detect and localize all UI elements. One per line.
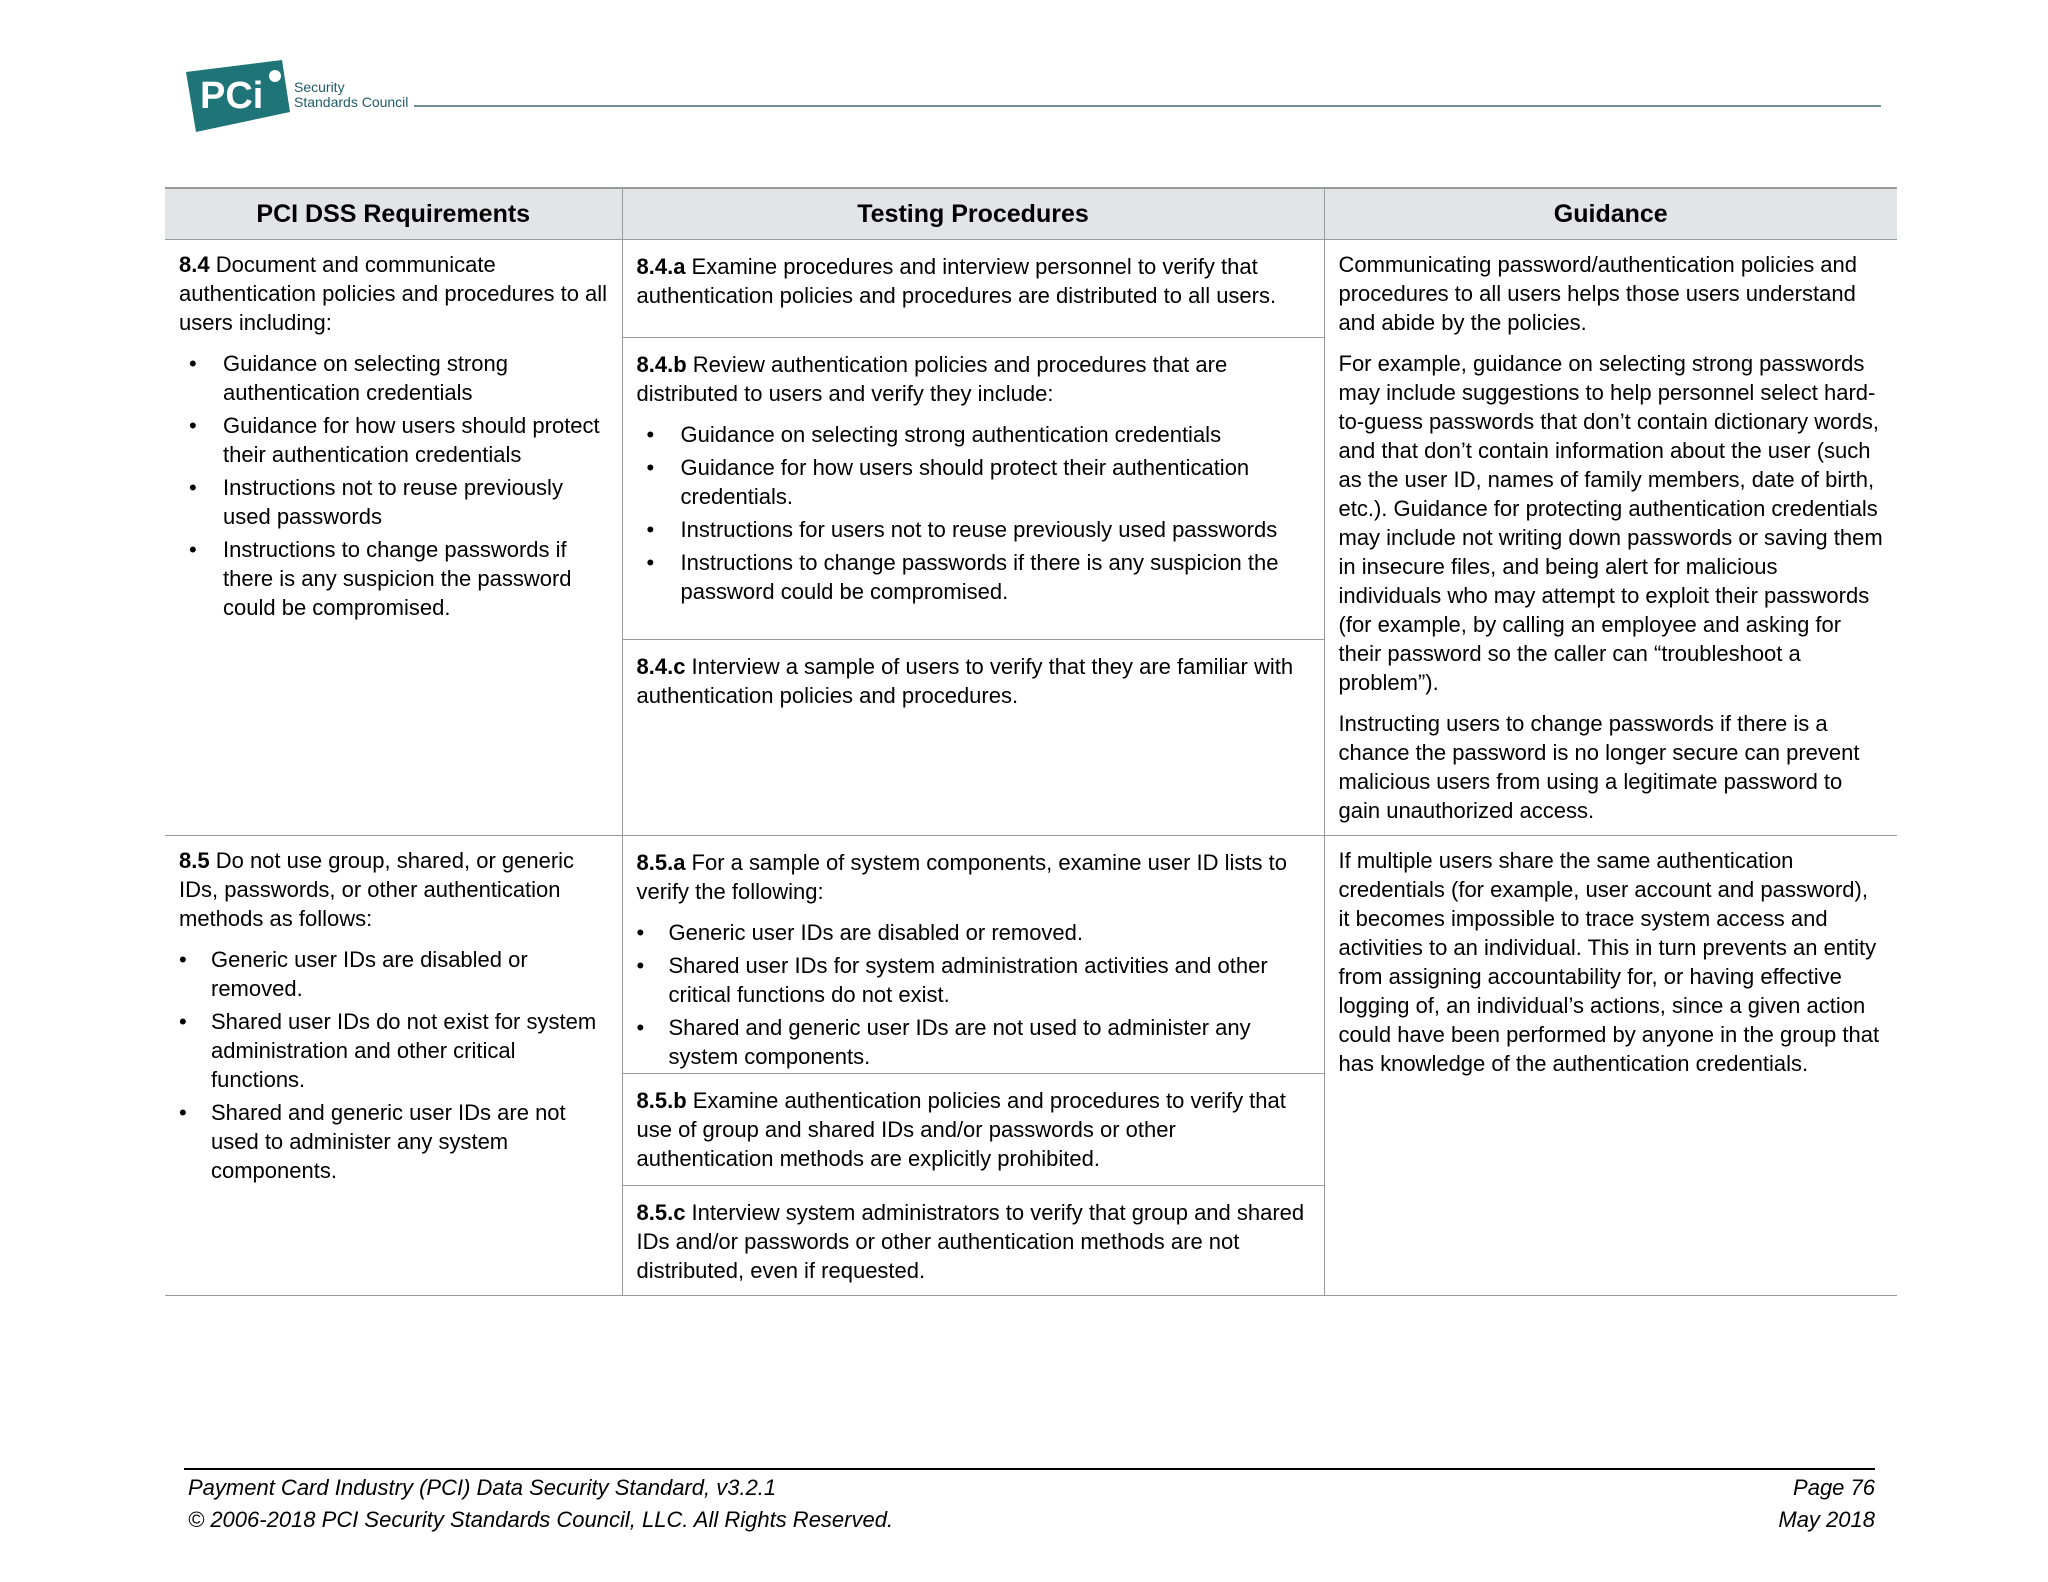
list-item: • Instructions to change passwords if there is any suspicion the password could be compromised. (637, 548, 1310, 606)
testing-cell (622, 836, 1324, 1296)
list-item: • Guidance for how users should protect their authentication credentials. (637, 453, 1310, 511)
procedure-text: For a sample of system components, examine user ID lists to verify the following: (636, 850, 1287, 904)
requirement-cell (165, 836, 622, 1296)
svg-text:PCi: PCi (200, 75, 264, 117)
procedure-id: 8.4.a (636, 254, 686, 279)
guidance-cell (1324, 836, 1897, 1296)
brand-name (294, 80, 408, 110)
list-item: • Shared user IDs for system administration activities and other critical functions do not exist. (637, 951, 1310, 1009)
footer-date: May 2018 (1778, 1507, 1875, 1532)
guidance-paragraph: If multiple users share the same authentication credentials (for example, user account and password), it becomes impossible to trace system access and activities to an individual. This in turn prevents an entity from assigning accountability for, or having effective logging of, an individual’s actions, since a given action could have been performed by anyone in the group that has knowledge of the authentication credentials. (1338, 848, 1880, 1076)
requirement-bullets (179, 945, 608, 1185)
list-item: • Shared user IDs do not exist for system administration and other critical functions. (179, 1007, 608, 1094)
procedure-bullets (637, 918, 1310, 1071)
procedure-text: Examine authentication policies and procedures to verify that use of group and shared IDs and/or passwords or other authentication methods are explicitly prohibited. (636, 1088, 1286, 1171)
page-footer (188, 1472, 1875, 1536)
requirement-id: 8.4 (179, 252, 210, 277)
procedure-text: Review authentication policies and procedures that are distributed to users and verify they include: (636, 352, 1228, 406)
footer-copyright: © 2006-2018 PCI Security Standards Council, LLC. All Rights Reserved. (188, 1507, 894, 1532)
list-item: • Shared and generic user IDs are not used to administer any system components. (637, 1013, 1310, 1071)
list-item: • Instructions for users not to reuse previously used passwords (637, 515, 1310, 544)
footer-rule (184, 1468, 1875, 1470)
list-item: • Guidance on selecting strong authentication credentials (179, 349, 608, 407)
list-item: • Generic user IDs are disabled or removed. (637, 918, 1310, 947)
testing-procedure (623, 337, 1324, 639)
testing-procedure (623, 240, 1324, 337)
requirement-text (179, 846, 608, 933)
procedure-id: 8.5.a (636, 850, 686, 875)
column-header-guidance: Guidance (1324, 188, 1897, 240)
testing-cell (622, 240, 1324, 836)
requirement-cell (165, 240, 622, 836)
procedure-id: 8.5.c (636, 1200, 686, 1225)
requirement-bullets (179, 349, 608, 622)
procedure-id: 8.5.b (636, 1088, 687, 1113)
requirement-body: Do not use group, shared, or generic IDs, passwords, or other authentication methods as follows: (179, 848, 575, 931)
column-header-requirements: PCI DSS Requirements (165, 188, 622, 240)
header-rule (414, 105, 1881, 107)
requirement-body: Document and communicate authentication policies and procedures to all users including: (179, 252, 608, 335)
guidance-paragraph: Communicating password/authentication policies and procedures to all users helps those users understand and abide by the policies. (1338, 252, 1858, 335)
requirement-text (179, 250, 608, 337)
list-item: • Generic user IDs are disabled or removed. (179, 945, 608, 1003)
list-item: • Instructions not to reuse previously used passwords (179, 473, 608, 531)
testing-procedure (623, 1185, 1324, 1295)
guidance-paragraph: Instructing users to change passwords if there is a chance the password is no longer secure can prevent malicious users from using a legitimate password to gain unauthorized access. (1338, 711, 1860, 823)
testing-procedure (623, 639, 1324, 720)
testing-procedure (623, 1073, 1324, 1185)
table-row-8-5 (165, 836, 1897, 1296)
footer-document-title: Payment Card Industry (PCI) Data Security Standard, v3.2.1 (188, 1475, 777, 1500)
list-item: • Guidance on selecting strong authentication credentials (637, 420, 1310, 449)
procedure-id: 8.4.c (636, 654, 686, 679)
list-item: • Guidance for how users should protect their authentication credentials (179, 411, 608, 469)
procedure-bullets (637, 420, 1310, 606)
list-item: • Instructions to change passwords if there is any suspicion the password could be compromised. (179, 535, 608, 622)
requirements-table (165, 187, 1897, 1296)
column-header-testing: Testing Procedures (622, 188, 1324, 240)
footer-page-number: Page 76 (1793, 1475, 1875, 1500)
procedure-text: Interview system administrators to verify that group and shared IDs and/or passwords or other authentication methods are not distributed, even if requested. (636, 1200, 1305, 1283)
table-header-row (165, 188, 1897, 240)
testing-procedure (623, 836, 1324, 1073)
requirement-id: 8.5 (179, 848, 210, 873)
brand-line-2: Standards Council (294, 94, 409, 110)
list-item: • Shared and generic user IDs are not used to administer any system components. (179, 1098, 608, 1185)
procedure-id: 8.4.b (636, 352, 687, 377)
brand-line-1: Security (294, 79, 345, 95)
guidance-paragraph: For example, guidance on selecting strong passwords may include suggestions to help personnel select hard-to-guess passwords that don’t contain dictionary words, and that don’t contain information about the user (such as the user ID, names of family members, date of birth, etc.). Guidance for protecting authentication credentials may include not writing down passwords or saving them in insecure files, and being alert for malicious individuals who may attempt to exploit their passwords (for example, by calling an employee and asking for their password so the caller can “troubleshoot a problem”). (1338, 351, 1883, 695)
procedure-text: Examine procedures and interview personnel to verify that authentication policies and procedures are distributed to all users. (636, 254, 1277, 308)
table-row-8-4 (165, 240, 1897, 836)
procedure-text: Interview a sample of users to verify that they are familiar with authentication policies and procedures. (636, 654, 1294, 708)
guidance-cell (1324, 240, 1897, 836)
